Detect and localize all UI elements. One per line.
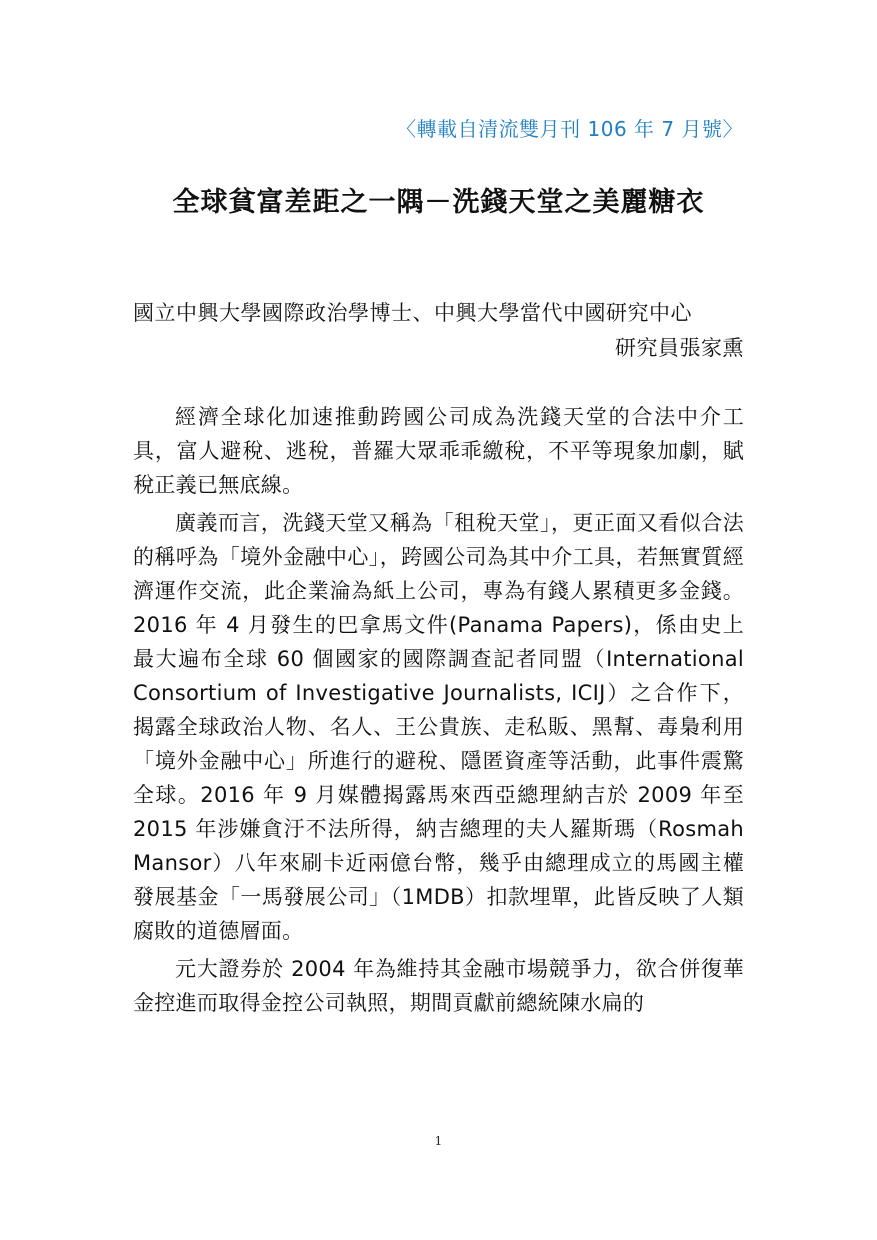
author-block — [133, 296, 744, 366]
author-name: 研究員張家熏 — [615, 336, 744, 360]
author-affiliation: 國立中興大學國際政治學博士、中興大學當代中國研究中心 — [133, 301, 692, 325]
paragraph-2: 廣義而言，洗錢天堂又稱為「租稅天堂」，更正面又看似合法的稱呼為「境外金融中心」，跨國公司為其中介工具，若無實質經濟運作交流，此企業淪為紙上公司，專為有錢人累積更多金錢。2016 年 4 月發生的巴拿馬文件(Panama Papers)，係由史上最大遍布全球 60 個國家的國際調查記者同盟（International Consortium of Investigative Journalists, ICIJ）之合作下，揭露全球政治人物、名人、王公貴族、走私販、黑幫、毒梟利用「境外金融中心」所進行的避稅、隱匿資產等活動，此事件震驚全球。2016 年 9 月媒體揭露馬來西亞總理納吉於 2009 年至 2015 年涉嫌貪汙不法所得，納吉總理的夫人羅斯瑪（Rosmah Mansor）八年來刷卡近兩億台幣，幾乎由總理成立的馬國主權發展基金「一馬發展公司」（1MDB）扣款埋單，此皆反映了人類腐敗的道德層面。 — [133, 511, 744, 943]
paragraph-1: 經濟全球化加速推動跨國公司成為洗錢天堂的合法中介工具，富人避稅、逃稅，普羅大眾乖乖繳稅，不平等現象加劇，賦稅正義已無底線。 — [133, 405, 744, 497]
paragraph-3: 元大證券於 2004 年為維持其金融市場競爭力，欲合併復華金控進而取得金控公司執照，期間貢獻前總統陳水扁的 — [133, 957, 744, 1015]
article-body — [133, 400, 744, 1024]
page-number: 1 — [434, 1134, 443, 1148]
source-note: 〈轉載自清流雙月刊 106 年 7 月號〉 — [396, 117, 743, 141]
document-title: 全球貧富差距之一隅－洗錢天堂之美麗糖衣 — [172, 187, 705, 218]
